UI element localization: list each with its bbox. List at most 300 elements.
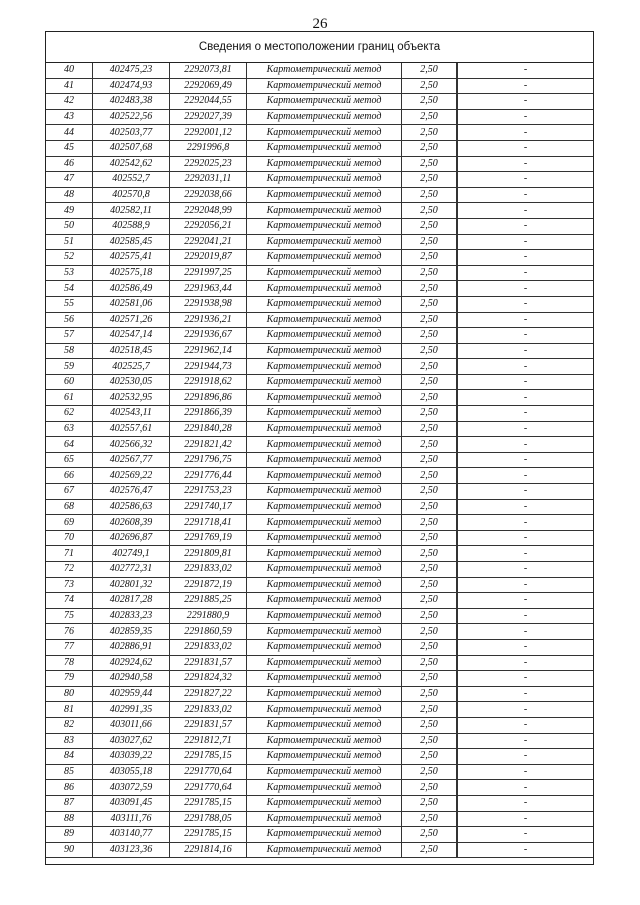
table-row	[46, 515, 593, 531]
y-coordinate-cell: 2291740,17	[170, 499, 247, 515]
y-coordinate-cell: 2291936,21	[170, 312, 247, 328]
method-cell: Картометрический метод	[247, 218, 402, 234]
x-coordinate-cell: 402547,14	[93, 328, 170, 344]
x-coordinate-cell: 402569,22	[93, 468, 170, 484]
precision-cell: 2,50	[402, 296, 457, 312]
point-number-cell: 83	[46, 733, 93, 749]
point-number-cell: 40	[46, 63, 93, 78]
method-cell: Картометрический метод	[247, 78, 402, 94]
method-cell: Картометрический метод	[247, 63, 402, 78]
y-coordinate-cell: 2291809,81	[170, 546, 247, 562]
point-number-cell: 77	[46, 639, 93, 655]
y-coordinate-cell: 2291831,57	[170, 655, 247, 671]
precision-cell: 2,50	[402, 265, 457, 281]
table-row	[46, 749, 593, 765]
table-row	[46, 764, 593, 780]
y-coordinate-cell: 2291812,71	[170, 733, 247, 749]
table-row	[46, 94, 593, 110]
note-cell: -	[458, 109, 594, 125]
table-row	[46, 343, 593, 359]
note-cell: -	[458, 530, 594, 546]
precision-cell: 2,50	[402, 406, 457, 422]
x-coordinate-cell: 402507,68	[93, 140, 170, 156]
x-coordinate-cell: 402503,77	[93, 125, 170, 141]
method-cell: Картометрический метод	[247, 156, 402, 172]
table-row	[46, 109, 593, 125]
method-cell: Картометрический метод	[247, 702, 402, 718]
method-cell: Картометрический метод	[247, 484, 402, 500]
table-row	[46, 203, 593, 219]
note-cell: -	[458, 671, 594, 687]
x-coordinate-cell: 403011,66	[93, 717, 170, 733]
table-row	[46, 281, 593, 297]
table-row	[46, 187, 593, 203]
point-number-cell: 62	[46, 406, 93, 422]
x-coordinate-cell: 403039,22	[93, 749, 170, 765]
point-number-cell: 75	[46, 608, 93, 624]
precision-cell: 2,50	[402, 63, 457, 78]
table-row	[46, 593, 593, 609]
point-number-cell: 59	[46, 359, 93, 375]
point-number-cell: 82	[46, 717, 93, 733]
precision-cell: 2,50	[402, 577, 457, 593]
point-number-cell: 72	[46, 562, 93, 578]
table-row	[46, 234, 593, 250]
method-cell: Картометрический метод	[247, 546, 402, 562]
precision-cell: 2,50	[402, 842, 457, 858]
y-coordinate-cell: 2292048,99	[170, 203, 247, 219]
point-number-cell: 46	[46, 156, 93, 172]
y-coordinate-cell: 2291833,02	[170, 562, 247, 578]
note-cell: -	[458, 328, 594, 344]
note-cell: -	[458, 406, 594, 422]
precision-cell: 2,50	[402, 218, 457, 234]
precision-cell: 2,50	[402, 328, 457, 344]
precision-cell: 2,50	[402, 780, 457, 796]
table-row	[46, 717, 593, 733]
point-number-cell: 42	[46, 94, 93, 110]
x-coordinate-cell: 402525,7	[93, 359, 170, 375]
table-row	[46, 172, 593, 188]
point-number-cell: 73	[46, 577, 93, 593]
point-number-cell: 90	[46, 842, 93, 858]
table-row	[46, 827, 593, 843]
precision-cell: 2,50	[402, 343, 457, 359]
y-coordinate-cell: 2292056,21	[170, 218, 247, 234]
x-coordinate-cell: 402581,06	[93, 296, 170, 312]
point-number-cell: 44	[46, 125, 93, 141]
coordinates-table	[46, 63, 593, 858]
precision-cell: 2,50	[402, 484, 457, 500]
table-row	[46, 265, 593, 281]
x-coordinate-cell: 402991,35	[93, 702, 170, 718]
x-coordinate-cell: 402588,9	[93, 218, 170, 234]
precision-cell: 2,50	[402, 639, 457, 655]
note-cell: -	[458, 749, 594, 765]
precision-cell: 2,50	[402, 546, 457, 562]
note-cell: -	[458, 733, 594, 749]
method-cell: Картометрический метод	[247, 749, 402, 765]
note-cell: -	[458, 140, 594, 156]
method-cell: Картометрический метод	[247, 359, 402, 375]
method-cell: Картометрический метод	[247, 530, 402, 546]
method-cell: Картометрический метод	[247, 562, 402, 578]
x-coordinate-cell: 402608,39	[93, 515, 170, 531]
point-number-cell: 89	[46, 827, 93, 843]
note-cell: -	[458, 780, 594, 796]
table-row	[46, 702, 593, 718]
precision-cell: 2,50	[402, 140, 457, 156]
table-row	[46, 78, 593, 94]
precision-cell: 2,50	[402, 655, 457, 671]
method-cell: Картометрический метод	[247, 234, 402, 250]
x-coordinate-cell: 402566,32	[93, 437, 170, 453]
y-coordinate-cell: 2292073,81	[170, 63, 247, 78]
note-cell: -	[458, 94, 594, 110]
note-cell: -	[458, 827, 594, 843]
x-coordinate-cell: 402475,23	[93, 63, 170, 78]
table-row	[46, 780, 593, 796]
note-cell: -	[458, 764, 594, 780]
note-cell: -	[458, 593, 594, 609]
method-cell: Картометрический метод	[247, 655, 402, 671]
x-coordinate-cell: 402570,8	[93, 187, 170, 203]
point-number-cell: 57	[46, 328, 93, 344]
y-coordinate-cell: 2291918,62	[170, 374, 247, 390]
x-coordinate-cell: 402571,26	[93, 312, 170, 328]
table-row	[46, 156, 593, 172]
precision-cell: 2,50	[402, 499, 457, 515]
point-number-cell: 84	[46, 749, 93, 765]
point-number-cell: 79	[46, 671, 93, 687]
table-row	[46, 842, 593, 858]
x-coordinate-cell: 403111,76	[93, 811, 170, 827]
method-cell: Картометрический метод	[247, 452, 402, 468]
method-cell: Картометрический метод	[247, 764, 402, 780]
note-cell: -	[458, 187, 594, 203]
y-coordinate-cell: 2291824,32	[170, 671, 247, 687]
point-number-cell: 63	[46, 421, 93, 437]
x-coordinate-cell: 402586,63	[93, 499, 170, 515]
x-coordinate-cell: 402575,18	[93, 265, 170, 281]
method-cell: Картометрический метод	[247, 437, 402, 453]
method-cell: Картометрический метод	[247, 109, 402, 125]
y-coordinate-cell: 2291872,19	[170, 577, 247, 593]
precision-cell: 2,50	[402, 562, 457, 578]
method-cell: Картометрический метод	[247, 468, 402, 484]
table-row	[46, 639, 593, 655]
point-number-cell: 41	[46, 78, 93, 94]
note-cell: -	[458, 390, 594, 406]
table-row	[46, 546, 593, 562]
note-cell: -	[458, 359, 594, 375]
precision-cell: 2,50	[402, 608, 457, 624]
point-number-cell: 70	[46, 530, 93, 546]
y-coordinate-cell: 2291785,15	[170, 795, 247, 811]
method-cell: Картометрический метод	[247, 811, 402, 827]
x-coordinate-cell: 402586,49	[93, 281, 170, 297]
precision-cell: 2,50	[402, 624, 457, 640]
page-number: 26	[312, 16, 328, 32]
x-coordinate-cell: 402696,87	[93, 530, 170, 546]
method-cell: Картометрический метод	[247, 94, 402, 110]
precision-cell: 2,50	[402, 94, 457, 110]
point-number-cell: 45	[46, 140, 93, 156]
point-number-cell: 58	[46, 343, 93, 359]
method-cell: Картометрический метод	[247, 250, 402, 266]
table-row	[46, 218, 593, 234]
x-coordinate-cell: 403072,59	[93, 780, 170, 796]
table-row	[46, 312, 593, 328]
note-cell: -	[458, 250, 594, 266]
method-cell: Картометрический метод	[247, 140, 402, 156]
precision-cell: 2,50	[402, 795, 457, 811]
point-number-cell: 51	[46, 234, 93, 250]
precision-cell: 2,50	[402, 250, 457, 266]
y-coordinate-cell: 2291833,02	[170, 702, 247, 718]
method-cell: Картометрический метод	[247, 374, 402, 390]
precision-cell: 2,50	[402, 671, 457, 687]
note-cell: -	[458, 655, 594, 671]
note-cell: -	[458, 78, 594, 94]
y-coordinate-cell: 2291944,73	[170, 359, 247, 375]
point-number-cell: 61	[46, 390, 93, 406]
y-coordinate-cell: 2291788,05	[170, 811, 247, 827]
y-coordinate-cell: 2292025,23	[170, 156, 247, 172]
note-cell: -	[458, 624, 594, 640]
table-row	[46, 390, 593, 406]
method-cell: Картометрический метод	[247, 717, 402, 733]
y-coordinate-cell: 2291833,02	[170, 639, 247, 655]
precision-cell: 2,50	[402, 437, 457, 453]
note-cell: -	[458, 686, 594, 702]
method-cell: Картометрический метод	[247, 686, 402, 702]
precision-cell: 2,50	[402, 515, 457, 531]
precision-cell: 2,50	[402, 733, 457, 749]
table-row	[46, 811, 593, 827]
method-cell: Картометрический метод	[247, 515, 402, 531]
y-coordinate-cell: 2291962,14	[170, 343, 247, 359]
method-cell: Картометрический метод	[247, 125, 402, 141]
precision-cell: 2,50	[402, 187, 457, 203]
x-coordinate-cell: 402518,45	[93, 343, 170, 359]
y-coordinate-cell: 2291770,64	[170, 780, 247, 796]
note-cell: -	[458, 795, 594, 811]
x-coordinate-cell: 402940,58	[93, 671, 170, 687]
point-number-cell: 52	[46, 250, 93, 266]
y-coordinate-cell: 2291785,15	[170, 749, 247, 765]
precision-cell: 2,50	[402, 702, 457, 718]
note-cell: -	[458, 546, 594, 562]
y-coordinate-cell: 2292041,21	[170, 234, 247, 250]
note-cell: -	[458, 218, 594, 234]
y-coordinate-cell: 2291831,57	[170, 717, 247, 733]
precision-cell: 2,50	[402, 203, 457, 219]
x-coordinate-cell: 402575,41	[93, 250, 170, 266]
x-coordinate-cell: 402959,44	[93, 686, 170, 702]
point-number-cell: 54	[46, 281, 93, 297]
point-number-cell: 87	[46, 795, 93, 811]
note-cell: -	[458, 717, 594, 733]
point-number-cell: 67	[46, 484, 93, 500]
precision-cell: 2,50	[402, 530, 457, 546]
note-cell: -	[458, 515, 594, 531]
x-coordinate-cell: 403027,62	[93, 733, 170, 749]
table-row	[46, 140, 593, 156]
point-number-cell: 48	[46, 187, 93, 203]
note-cell: -	[458, 842, 594, 858]
y-coordinate-cell: 2291896,86	[170, 390, 247, 406]
point-number-cell: 55	[46, 296, 93, 312]
precision-cell: 2,50	[402, 359, 457, 375]
method-cell: Картометрический метод	[247, 842, 402, 858]
method-cell: Картометрический метод	[247, 608, 402, 624]
table-row	[46, 406, 593, 422]
method-cell: Картометрический метод	[247, 624, 402, 640]
table-row	[46, 671, 593, 687]
precision-cell: 2,50	[402, 109, 457, 125]
precision-cell: 2,50	[402, 593, 457, 609]
precision-cell: 2,50	[402, 717, 457, 733]
point-number-cell: 60	[46, 374, 93, 390]
note-cell: -	[458, 608, 594, 624]
note-cell: -	[458, 265, 594, 281]
table-row	[46, 484, 593, 500]
note-cell: -	[458, 468, 594, 484]
note-cell: -	[458, 562, 594, 578]
y-coordinate-cell: 2291963,44	[170, 281, 247, 297]
method-cell: Картометрический метод	[247, 296, 402, 312]
point-number-cell: 81	[46, 702, 93, 718]
point-number-cell: 88	[46, 811, 93, 827]
note-cell: -	[458, 63, 594, 78]
x-coordinate-cell: 402567,77	[93, 452, 170, 468]
method-cell: Картометрический метод	[247, 639, 402, 655]
precision-cell: 2,50	[402, 421, 457, 437]
method-cell: Картометрический метод	[247, 577, 402, 593]
point-number-cell: 71	[46, 546, 93, 562]
y-coordinate-cell: 2291770,64	[170, 764, 247, 780]
x-coordinate-cell: 402543,11	[93, 406, 170, 422]
y-coordinate-cell: 2291827,22	[170, 686, 247, 702]
x-coordinate-cell: 402557,61	[93, 421, 170, 437]
precision-cell: 2,50	[402, 686, 457, 702]
y-coordinate-cell: 2291785,15	[170, 827, 247, 843]
x-coordinate-cell: 402576,47	[93, 484, 170, 500]
x-coordinate-cell: 402924,62	[93, 655, 170, 671]
note-cell: -	[458, 343, 594, 359]
point-number-cell: 53	[46, 265, 93, 281]
y-coordinate-cell: 2292001,12	[170, 125, 247, 141]
y-coordinate-cell: 2291866,39	[170, 406, 247, 422]
method-cell: Картометрический метод	[247, 421, 402, 437]
note-cell: -	[458, 421, 594, 437]
precision-cell: 2,50	[402, 156, 457, 172]
precision-cell: 2,50	[402, 234, 457, 250]
y-coordinate-cell: 2291938,98	[170, 296, 247, 312]
table-row	[46, 733, 593, 749]
table-row	[46, 437, 593, 453]
y-coordinate-cell: 2292069,49	[170, 78, 247, 94]
note-cell: -	[458, 484, 594, 500]
point-number-cell: 78	[46, 655, 93, 671]
note-cell: -	[458, 281, 594, 297]
x-coordinate-cell: 402522,56	[93, 109, 170, 125]
precision-cell: 2,50	[402, 390, 457, 406]
x-coordinate-cell: 402817,28	[93, 593, 170, 609]
point-number-cell: 76	[46, 624, 93, 640]
method-cell: Картометрический метод	[247, 406, 402, 422]
boundary-table-sheet	[45, 31, 594, 865]
x-coordinate-cell: 403123,36	[93, 842, 170, 858]
x-coordinate-cell: 402859,35	[93, 624, 170, 640]
x-coordinate-cell: 402749,1	[93, 546, 170, 562]
table-row	[46, 359, 593, 375]
note-cell: -	[458, 437, 594, 453]
method-cell: Картометрический метод	[247, 733, 402, 749]
y-coordinate-cell: 2292044,55	[170, 94, 247, 110]
table-row	[46, 250, 593, 266]
precision-cell: 2,50	[402, 827, 457, 843]
point-number-cell: 86	[46, 780, 93, 796]
y-coordinate-cell: 2291880,9	[170, 608, 247, 624]
y-coordinate-cell: 2291997,25	[170, 265, 247, 281]
note-cell: -	[458, 577, 594, 593]
method-cell: Картометрический метод	[247, 312, 402, 328]
method-cell: Картометрический метод	[247, 281, 402, 297]
precision-cell: 2,50	[402, 764, 457, 780]
method-cell: Картометрический метод	[247, 390, 402, 406]
method-cell: Картометрический метод	[247, 172, 402, 188]
precision-cell: 2,50	[402, 749, 457, 765]
x-coordinate-cell: 402552,7	[93, 172, 170, 188]
table-row	[46, 296, 593, 312]
note-cell: -	[458, 639, 594, 655]
method-cell: Картометрический метод	[247, 593, 402, 609]
table-row	[46, 624, 593, 640]
point-number-cell: 80	[46, 686, 93, 702]
y-coordinate-cell: 2292019,87	[170, 250, 247, 266]
note-cell: -	[458, 374, 594, 390]
point-number-cell: 49	[46, 203, 93, 219]
precision-cell: 2,50	[402, 452, 457, 468]
x-coordinate-cell: 402474,93	[93, 78, 170, 94]
note-cell: -	[458, 125, 594, 141]
y-coordinate-cell: 2291936,67	[170, 328, 247, 344]
x-coordinate-cell: 402483,38	[93, 94, 170, 110]
x-coordinate-cell: 403091,45	[93, 795, 170, 811]
point-number-cell: 66	[46, 468, 93, 484]
note-cell: -	[458, 811, 594, 827]
precision-cell: 2,50	[402, 281, 457, 297]
method-cell: Картометрический метод	[247, 187, 402, 203]
precision-cell: 2,50	[402, 172, 457, 188]
method-cell: Картометрический метод	[247, 265, 402, 281]
point-number-cell: 50	[46, 218, 93, 234]
table-title: Сведения о местоположении границ объекта	[46, 32, 593, 63]
table-row	[46, 328, 593, 344]
y-coordinate-cell: 2292027,39	[170, 109, 247, 125]
precision-cell: 2,50	[402, 125, 457, 141]
x-coordinate-cell: 402886,91	[93, 639, 170, 655]
table-row	[46, 499, 593, 515]
table-row	[46, 530, 593, 546]
precision-cell: 2,50	[402, 374, 457, 390]
method-cell: Картометрический метод	[247, 499, 402, 515]
note-cell: -	[458, 234, 594, 250]
y-coordinate-cell: 2291796,75	[170, 452, 247, 468]
note-cell: -	[458, 296, 594, 312]
